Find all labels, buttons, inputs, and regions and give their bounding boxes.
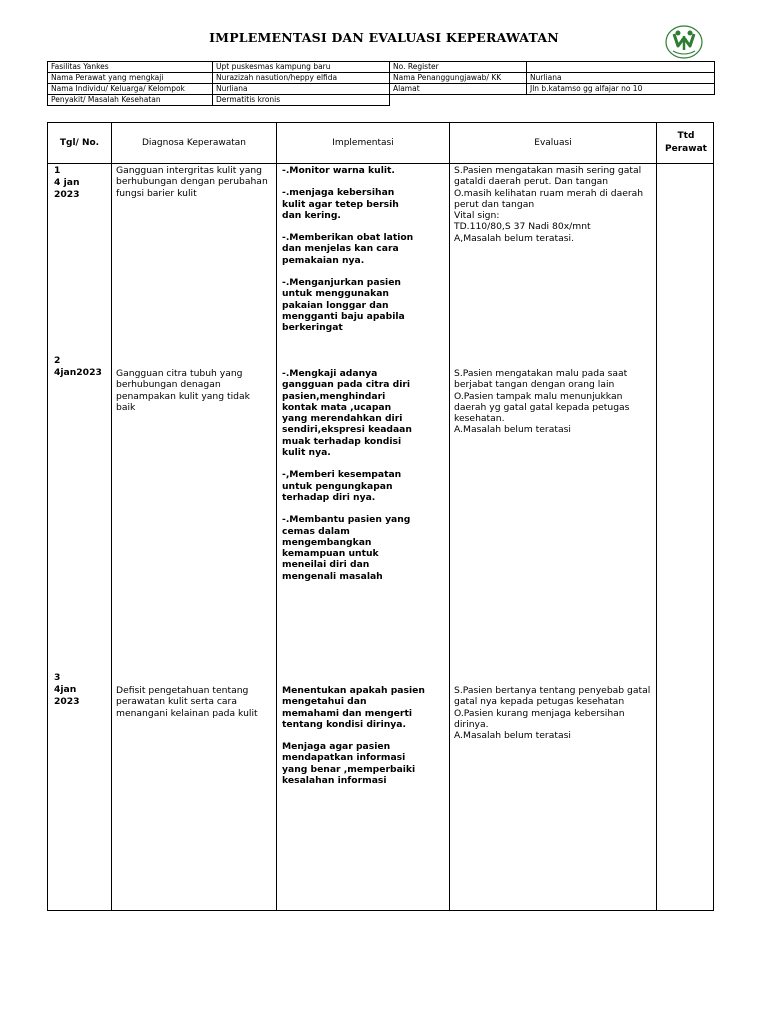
info-value: Upt puskesmas kampung baru xyxy=(213,62,390,73)
evaluasi-item: S.Pasien bertanya tentang penyebab gatal gatal nya kepada petugas kesehatan xyxy=(454,685,651,708)
entry-diagnosa: Defisit pengetahuan tentang perawatan kulit serta cara menangani kelainan pada kulit xyxy=(116,685,258,719)
entry-number: 2 xyxy=(54,355,61,366)
info-row xyxy=(48,62,715,73)
entry-diagnosa: Gangguan citra tubuh yang berhubungan denagan penampakan kulit yang tidak baik xyxy=(116,368,250,413)
column-divider xyxy=(656,123,657,910)
entry-date-part: 2023 xyxy=(54,696,80,707)
info-label: Penyakit/ Masalah Kesehatan xyxy=(48,95,213,106)
evaluasi-item: A.Masalah belum teratasi xyxy=(454,730,571,742)
info-label: Nama Penanggungjawab/ KK xyxy=(390,73,527,84)
info-row xyxy=(48,84,715,95)
entry-number: 3 xyxy=(54,672,61,683)
info-label: No. Register xyxy=(390,62,527,73)
info-value xyxy=(527,95,715,106)
header-tgl: Tgl/ No. xyxy=(59,137,100,148)
evaluasi-item: TD.110/80,S 37 Nadi 80x/mnt xyxy=(454,221,591,233)
entry-date-part: 4jan2023 xyxy=(54,367,102,378)
column-divider xyxy=(111,123,112,910)
evaluasi-item: O.masih kelihatan ruam merah di daerah perut dan tangan xyxy=(454,187,644,210)
entry-evaluasi xyxy=(454,368,652,436)
implementasi-item: Menentukan apakah pasien mengetahui dan memahami dan mengerti tentang kondisi dirinya. xyxy=(282,685,425,730)
header-divider xyxy=(48,163,713,164)
evaluasi-item: S.Pasien mengatakan malu pada saat berjabat tangan dengan orang lain xyxy=(454,368,628,391)
implementasi-item: -.Membantu pasien yang cemas dalam mengembangkan kemampuan untuk meneilai diri dan mengenali masalah xyxy=(282,514,411,582)
entry-date-part: 4 jan xyxy=(54,177,80,188)
info-value: Nurazizah nasution/heppy elfida xyxy=(213,73,390,84)
info-label: Alamat xyxy=(390,84,527,95)
info-value: Jln b.katamso gg alfajar no 10 xyxy=(527,84,715,95)
entry-number: 1 xyxy=(54,165,61,176)
implementasi-item: Menjaga agar pasien mendapatkan informasi yang benar ,memperbaiki kesalahan informasi xyxy=(282,741,416,787)
entry-date-part: 4jan xyxy=(54,684,77,695)
evaluasi-item: Vital sign: xyxy=(454,210,500,222)
entry-date xyxy=(54,355,110,379)
entry-date xyxy=(54,672,110,708)
evaluasi-item: A,Masalah belum teratasi. xyxy=(454,232,574,244)
header-evaluasi: Evaluasi xyxy=(534,137,572,148)
info-label: Nama Perawat yang mengkaji xyxy=(48,73,213,84)
info-label: Fasilitas Yankes xyxy=(48,62,213,73)
entry-diagnosa: Gangguan intergritas kulit yang berhubungan dengan perubahan fungsi barier kulit xyxy=(116,165,268,199)
implementasi-item: -.Monitor warna kulit. xyxy=(282,165,395,176)
entry-evaluasi xyxy=(454,685,652,741)
evaluasi-item: O.Pasien tampak malu menunjukkan daerah yg gatal gatal kepada petugas kesehatan. xyxy=(454,390,630,425)
entry-evaluasi xyxy=(454,165,652,244)
info-value: Nurliana xyxy=(213,84,390,95)
evaluasi-item: O.Pasien kurang menjaga kebersihan dirinya. xyxy=(454,707,625,730)
info-label: Nama Individu/ Keluarga/ Kelompok xyxy=(48,84,213,95)
nursing-table xyxy=(47,122,714,911)
implementasi-item: -.menjaga kebersihan kulit agar tetep bersih dan kering. xyxy=(282,187,399,221)
entry-implementasi xyxy=(282,685,426,797)
entry-implementasi xyxy=(282,165,416,345)
bakti-husada-logo-icon xyxy=(664,24,704,60)
header-diagnosa: Diagnosa Keperawatan xyxy=(141,137,246,148)
info-row xyxy=(48,95,715,106)
evaluasi-item: S.Pasien mengatakan masih sering gatal gataldi daerah perut. Dan tangan xyxy=(454,165,642,188)
info-value xyxy=(527,62,715,73)
header-ttd: Ttd Perawat xyxy=(665,131,707,154)
entry-date-part: 2023 xyxy=(54,189,80,200)
evaluasi-item: A.Masalah belum teratasi xyxy=(454,424,571,436)
header-implementasi: Implementasi xyxy=(332,137,394,148)
column-divider xyxy=(276,123,277,910)
implementasi-item: -.Menganjurkan pasien untuk menggunakan pakaian longgar dan mengganti baju apabila berkeringat xyxy=(282,277,405,334)
implementasi-item: -.Memberikan obat lation dan menjelas kan cara pemakaian nya. xyxy=(282,232,414,266)
implementasi-item: -,Memberi kesempatan untuk pengungkapan terhadap diri nya. xyxy=(282,469,402,503)
page-title: IMPLEMENTASI DAN EVALUASI KEPERAWATAN xyxy=(209,30,559,45)
info-row xyxy=(48,73,715,84)
patient-info-table xyxy=(47,61,715,106)
info-value: Dermatitis kronis xyxy=(213,95,390,106)
implementasi-item: -.Mengkaji adanya gangguan pada citra diri pasien,menghindari kontak mata ,ucapan yang merendahkan diri sendiri,ekspresi keadaan muak terhadap kondisi kulit nya. xyxy=(282,368,412,459)
entry-implementasi xyxy=(282,368,418,593)
info-value: Nurliana xyxy=(527,73,715,84)
info-label xyxy=(390,95,527,106)
column-divider xyxy=(449,123,450,910)
entry-date xyxy=(54,165,110,201)
